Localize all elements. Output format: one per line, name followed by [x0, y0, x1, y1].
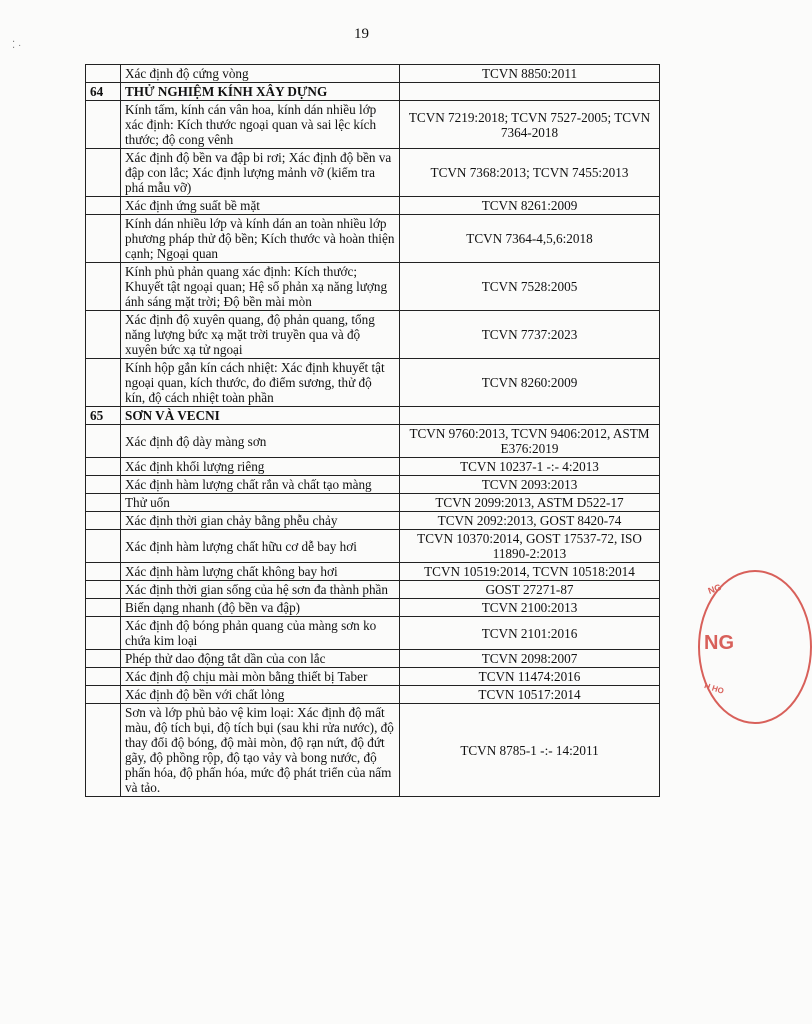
- table-row: [86, 311, 660, 359]
- row-number: [86, 494, 121, 512]
- stamp-text-top: NG: [706, 581, 723, 597]
- standard-code: GOST 27271-87: [400, 581, 660, 599]
- row-number: [86, 65, 121, 83]
- table-row: [86, 530, 660, 563]
- table-row: [86, 668, 660, 686]
- row-number: [86, 101, 121, 149]
- table-row: [86, 197, 660, 215]
- scan-speck: ⁚ ·: [12, 40, 22, 51]
- standard-code: TCVN 8785-1 -:- 14:2011: [400, 704, 660, 797]
- table-row: [86, 599, 660, 617]
- test-description: Kính hộp gắn kín cách nhiệt: Xác định khuyết tật ngoại quan, kích thước, đo điểm sương, thử độ kín, độ cách nhiệt toàn phần: [121, 359, 400, 407]
- test-description: Xác định khối lượng riêng: [121, 458, 400, 476]
- row-number: [86, 563, 121, 581]
- test-description: Xác định ứng suất bề mặt: [121, 197, 400, 215]
- test-description: Sơn và lớp phủ bảo vệ kim loại: Xác định độ mất màu, độ tích bụi, độ tích bụi (sau khi rửa nước), độ thay đổi độ bóng, độ mài mòn, độ rạn nứt, độ đứt gãy, độ phồng rộp, độ tạo vảy và bong nước, độ phấn hóa, độ phấn hóa, mức độ phát triển của nấm và tảo.: [121, 704, 400, 797]
- standard-code: TCVN 7737:2023: [400, 311, 660, 359]
- test-description: Kính tấm, kính cán vân hoa, kính dán nhiều lớp xác định: Kích thước ngoại quan và sai lệc kích thước; độ cong vênh: [121, 101, 400, 149]
- table-row: [86, 263, 660, 311]
- table-row: [86, 425, 660, 458]
- standard-code: TCVN 8260:2009: [400, 359, 660, 407]
- standard-code: TCVN 8850:2011: [400, 65, 660, 83]
- standard-code: TCVN 2099:2013, ASTM D522-17: [400, 494, 660, 512]
- test-description: Xác định hàm lượng chất rắn và chất tạo màng: [121, 476, 400, 494]
- row-number: [86, 263, 121, 311]
- test-description: Phép thử dao động tắt dần của con lắc: [121, 650, 400, 668]
- standard-code: TCVN 10517:2014: [400, 686, 660, 704]
- test-description: SƠN VÀ VECNI: [121, 407, 400, 425]
- row-number: [86, 686, 121, 704]
- row-number: [86, 458, 121, 476]
- table-row: [86, 359, 660, 407]
- standard-code: [400, 407, 660, 425]
- table-row: [86, 65, 660, 83]
- standard-code: TCVN 11474:2016: [400, 668, 660, 686]
- standards-table: [85, 64, 660, 797]
- table-row: [86, 563, 660, 581]
- test-description: Xác định độ chịu mài mòn bằng thiết bị Taber: [121, 668, 400, 686]
- table-row: [86, 494, 660, 512]
- row-number: 65: [86, 407, 121, 425]
- row-number: [86, 476, 121, 494]
- test-description: Thử uốn: [121, 494, 400, 512]
- test-description: Xác định độ cứng vòng: [121, 65, 400, 83]
- test-description: Xác định hàm lượng chất không bay hơi: [121, 563, 400, 581]
- table-row: [86, 101, 660, 149]
- test-description: THỬ NGHIỆM KÍNH XÂY DỰNG: [121, 83, 400, 101]
- row-number: [86, 599, 121, 617]
- table-row: [86, 704, 660, 797]
- standard-code: TCVN 2098:2007: [400, 650, 660, 668]
- table-row: [86, 686, 660, 704]
- standard-code: TCVN 10237-1 -:- 4:2013: [400, 458, 660, 476]
- row-number: [86, 359, 121, 407]
- standard-code: TCVN 2092:2013, GOST 8420-74: [400, 512, 660, 530]
- test-description: Xác định độ dày màng sơn: [121, 425, 400, 458]
- test-description: Kính dán nhiều lớp và kính dán an toàn nhiều lớp phương pháp thử độ bền; Kích thước và hoàn thiện cạnh; Ngoại quan: [121, 215, 400, 263]
- row-number: [86, 581, 121, 599]
- test-description: Kính phủ phản quang xác định: Kích thước; Khuyết tật ngoại quan; Hệ số phản xạ năng lượng ánh sáng mặt trời; Độ bền mài mòn: [121, 263, 400, 311]
- standard-code: TCVN 10370:2014, GOST 17537-72, ISO 11890-2:2013: [400, 530, 660, 563]
- table-row: [86, 476, 660, 494]
- test-description: Xác định độ bóng phản quang của màng sơn ko chứa kim loại: [121, 617, 400, 650]
- test-description: Xác định độ bền va đập bi rơi; Xác định độ bền va đập con lắc; Xác định lượng mảnh vỡ (kiểm tra phá mẫu vỡ): [121, 149, 400, 197]
- test-description: Xác định độ bền với chất lỏng: [121, 686, 400, 704]
- test-description: Xác định hàm lượng chất hữu cơ dễ bay hơi: [121, 530, 400, 563]
- row-number: [86, 149, 121, 197]
- row-number: [86, 617, 121, 650]
- test-description: Xác định độ xuyên quang, độ phản quang, tổng năng lượng bức xạ mặt trời truyền qua và độ xuyên bức xạ tử ngoại: [121, 311, 400, 359]
- standard-code: TCVN 2101:2016: [400, 617, 660, 650]
- row-number: 64: [86, 83, 121, 101]
- stamp-text-mid: NG: [704, 632, 734, 654]
- table-row: [86, 215, 660, 263]
- row-number: [86, 668, 121, 686]
- section-row: [86, 407, 660, 425]
- table-row: [86, 581, 660, 599]
- row-number: [86, 512, 121, 530]
- section-row: [86, 83, 660, 101]
- standard-code: [400, 83, 660, 101]
- test-description: Xác định thời gian chảy bằng phễu chảy: [121, 512, 400, 530]
- row-number: [86, 704, 121, 797]
- table-row: [86, 617, 660, 650]
- stamp-text-bot: H HO: [703, 681, 725, 696]
- company-stamp: [698, 570, 758, 720]
- standard-code: TCVN 10519:2014, TCVN 10518:2014: [400, 563, 660, 581]
- row-number: [86, 197, 121, 215]
- standard-code: TCVN 8261:2009: [400, 197, 660, 215]
- table-row: [86, 458, 660, 476]
- standard-code: TCVN 7528:2005: [400, 263, 660, 311]
- test-description: Xác định thời gian sống của hệ sơn đa thành phần: [121, 581, 400, 599]
- standard-code: TCVN 7368:2013; TCVN 7455:2013: [400, 149, 660, 197]
- standard-code: TCVN 9760:2013, TCVN 9406:2012, ASTM E376:2019: [400, 425, 660, 458]
- row-number: [86, 425, 121, 458]
- row-number: [86, 530, 121, 563]
- table-row: [86, 512, 660, 530]
- row-number: [86, 650, 121, 668]
- standard-code: TCVN 7219:2018; TCVN 7527-2005; TCVN 7364-2018: [400, 101, 660, 149]
- page-number: 19: [354, 26, 369, 42]
- table-row: [86, 650, 660, 668]
- test-description: Biến dạng nhanh (độ bền va đập): [121, 599, 400, 617]
- table-row: [86, 149, 660, 197]
- standard-code: TCVN 7364-4,5,6:2018: [400, 215, 660, 263]
- standard-code: TCVN 2100:2013: [400, 599, 660, 617]
- standard-code: TCVN 2093:2013: [400, 476, 660, 494]
- row-number: [86, 311, 121, 359]
- row-number: [86, 215, 121, 263]
